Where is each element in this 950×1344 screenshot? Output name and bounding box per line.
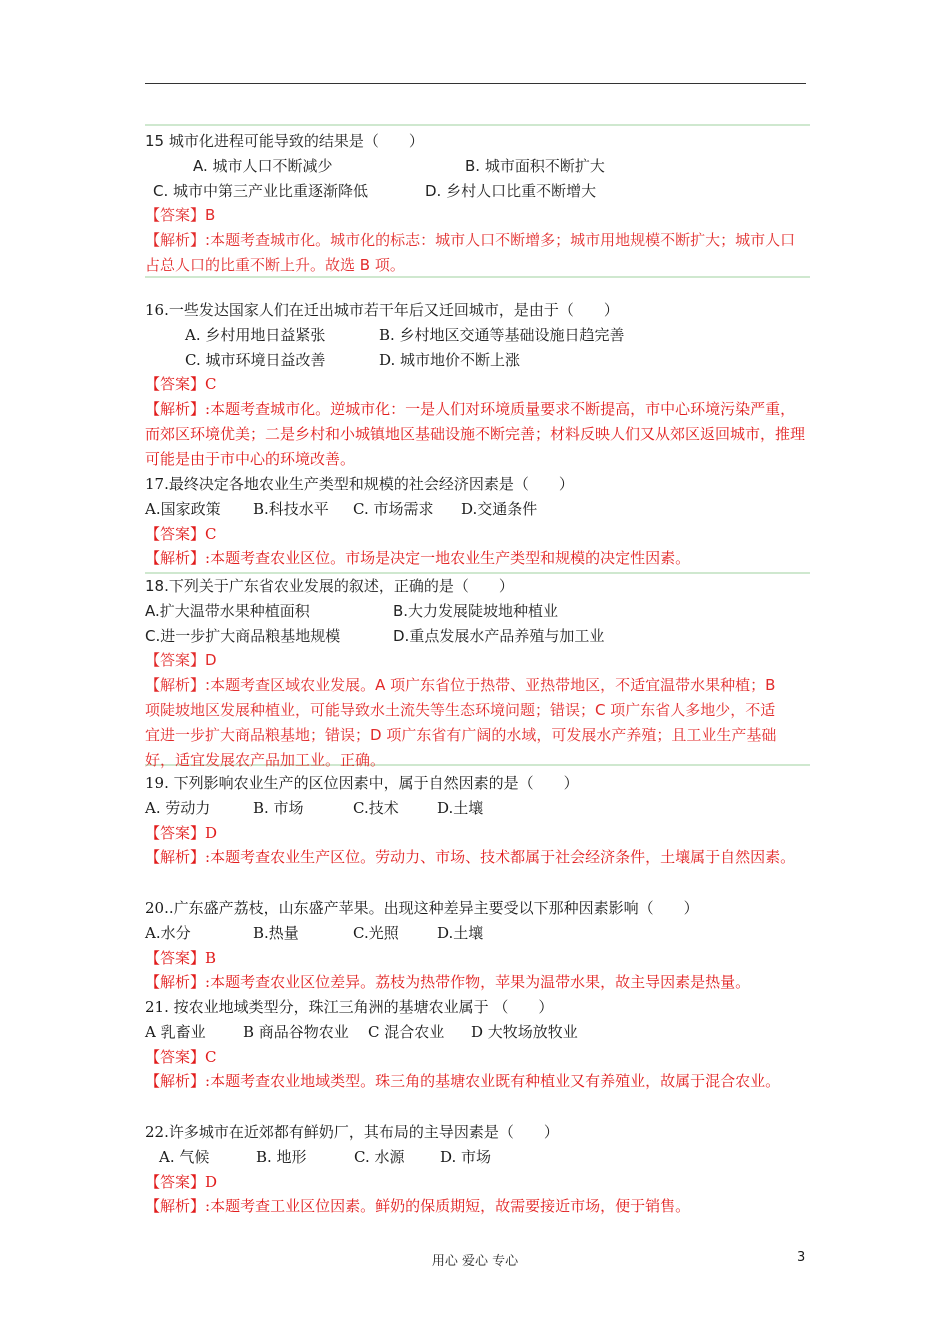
option-d: D. 城市地价不断上涨 xyxy=(379,350,521,369)
question-22 xyxy=(145,1120,810,1219)
analysis-tag: 【解析】 xyxy=(145,973,206,992)
page-footer: 用心 爱心 专心 xyxy=(431,1254,519,1269)
answer-line xyxy=(145,946,810,971)
analysis xyxy=(145,546,810,571)
option-a: A. 气候 xyxy=(159,1147,210,1166)
answer-tag: 【答案】 xyxy=(145,206,206,225)
question-stem: 19. 下列影响农业生产的区位因素中，属于自然因素的是（ ） xyxy=(145,774,579,792)
answer-line xyxy=(145,203,810,228)
option-d: D. 市场 xyxy=(440,1147,492,1166)
question-stem: 15 城市化进程可能导致的结果是（ ） xyxy=(145,132,424,150)
option-c: C 混合农业 xyxy=(368,1022,445,1041)
option-c: C. 市场需求 xyxy=(353,499,434,518)
option-c: C. 城市中第三产业比重逐渐降低 xyxy=(153,181,369,200)
option-c: C. 城市环境日益改善 xyxy=(185,350,326,369)
answer-value: D xyxy=(205,823,218,842)
analysis xyxy=(145,1194,810,1219)
analysis xyxy=(145,397,807,471)
question-20 xyxy=(145,896,810,995)
option-d: D.重点发展水产品养殖与加工业 xyxy=(393,626,605,645)
option-a: A.水分 xyxy=(145,923,191,942)
answer-line xyxy=(145,1045,810,1070)
analysis-text: :本题考查城市化。城市化的标志：城市人口不断增多；城市用地规模不断扩大；城市人口占总人口的比重不断上升。故选 B 项。 xyxy=(145,231,796,274)
answer-value: B xyxy=(205,948,217,967)
options-row xyxy=(145,624,810,649)
options-row xyxy=(145,921,810,946)
options-row xyxy=(145,179,810,204)
options-row xyxy=(145,1020,810,1045)
analysis-text: :本题考查农业地域类型。珠三角的基塘农业既有种植业又有养殖业，故属于混合农业。 xyxy=(205,1072,781,1091)
analysis xyxy=(145,673,785,772)
question-17 xyxy=(145,472,810,571)
answer-tag: 【答案】 xyxy=(145,948,206,967)
answer-value: D xyxy=(205,1172,218,1191)
option-a: A. 乡村用地日益紧张 xyxy=(185,325,326,344)
analysis-text: :本题考查工业区位因素。鲜奶的保质期短，故需要接近市场，便于销售。 xyxy=(205,1197,691,1216)
answer-tag: 【答案】 xyxy=(145,823,206,842)
question-stem: 16.一些发达国家人们在迁出城市若干年后又迁回城市，是由于（ ） xyxy=(145,301,619,319)
answer-line xyxy=(145,522,810,547)
option-b: B.科技水平 xyxy=(253,499,329,518)
option-a: A. 劳动力 xyxy=(145,798,211,817)
option-c: C. 水源 xyxy=(354,1147,405,1166)
question-19 xyxy=(145,771,810,870)
option-a: A 乳畜业 xyxy=(145,1022,206,1041)
option-d: D.交通条件 xyxy=(461,499,538,518)
option-b: B. 城市面积不断扩大 xyxy=(465,156,605,175)
answer-line xyxy=(145,648,810,673)
option-d: D. 乡村人口比重不断增大 xyxy=(425,181,597,200)
options-row xyxy=(145,323,810,348)
option-a: A. 城市人口不断减少 xyxy=(193,156,333,175)
analysis-text: :本题考查农业生产区位。劳动力、市场、技术都属于社会经济条件，土壤属于自然因素。 xyxy=(205,848,796,867)
answer-line xyxy=(145,372,810,397)
answer-line xyxy=(145,1170,810,1195)
options-row xyxy=(145,348,810,373)
answer-value: B xyxy=(205,206,216,225)
question-15 xyxy=(145,124,810,278)
option-d: D 大牧场放牧业 xyxy=(471,1022,578,1041)
analysis-tag: 【解析】 xyxy=(145,676,206,695)
analysis xyxy=(145,1069,807,1094)
analysis-tag: 【解析】 xyxy=(145,549,206,568)
analysis-text: :本题考查农业区位。市场是决定一地农业生产类型和规模的决定性因素。 xyxy=(205,549,691,568)
question-stem: 17.最终决定各地农业生产类型和规模的社会经济因素是（ ） xyxy=(145,475,574,493)
answer-value: C xyxy=(205,524,217,543)
answer-tag: 【答案】 xyxy=(145,651,206,670)
analysis-text: :本题考查农业区位差异。荔枝为热带作物，苹果为温带水果，故主导因素是热量。 xyxy=(205,973,751,992)
answer-value: C xyxy=(205,375,217,394)
analysis xyxy=(145,228,805,278)
answer-tag: 【答案】 xyxy=(145,1047,206,1066)
page-number: 3 xyxy=(797,1250,806,1265)
question-stem: 18.下列关于广东省农业发展的叙述，正确的是（ ） xyxy=(145,577,514,595)
option-b: B. 地形 xyxy=(256,1147,307,1166)
analysis-tag: 【解析】 xyxy=(145,231,206,250)
analysis-text: :本题考查区域农业发展。A 项广东省位于热带、亚热带地区，不适宜温带水果种植；B 项陡坡地区发展种植业，可能导致水土流失等生态环境问题；错误；C 项广东省人多地少，不适宜进一步扩大商品粮基地；错误；D 项广东省有广阔的水域，可发展水产养殖；且工业生产基础好，适宜发展农产品加工业。正确。 xyxy=(145,676,777,769)
question-16 xyxy=(145,298,810,472)
analysis-text: :本题考查城市化。逆城市化：一是人们对环境质量要求不断提高，市中心环境污染严重，而郊区环境优美；二是乡村和小城镇地区基础设施不断完善；材料反映人们又从郊区返回城市，推理可能是由于市中心的环境改善。 xyxy=(145,400,806,468)
answer-tag: 【答案】 xyxy=(145,1172,206,1191)
question-stem: 20..广东盛产荔枝，山东盛产苹果。出现这种差异主要受以下那种因素影响（ ） xyxy=(145,899,699,917)
answer-value: D xyxy=(205,651,217,670)
analysis-tag: 【解析】 xyxy=(145,848,206,867)
header-rule xyxy=(145,83,806,84)
answer-line xyxy=(145,821,810,846)
answer-value: C xyxy=(205,1047,217,1066)
analysis xyxy=(145,845,807,870)
question-21 xyxy=(145,995,810,1094)
options-row xyxy=(145,497,810,522)
option-a: A.扩大温带水果种植面积 xyxy=(145,601,310,620)
option-d: D.土壤 xyxy=(437,798,484,817)
analysis-tag: 【解析】 xyxy=(145,400,206,419)
option-b: B. 乡村地区交通等基础设施日趋完善 xyxy=(379,325,625,344)
option-c: C.光照 xyxy=(353,923,399,942)
question-stem: 22.许多城市在近郊都有鲜奶厂，其布局的主导因素是（ ） xyxy=(145,1123,559,1141)
option-b: B.大力发展陡坡地种植业 xyxy=(393,601,559,620)
question-stem: 21. 按农业地域类型分，珠江三角洲的基塘农业属于 （ ） xyxy=(145,998,554,1016)
answer-tag: 【答案】 xyxy=(145,524,206,543)
option-c: C.技术 xyxy=(353,798,399,817)
analysis-tag: 【解析】 xyxy=(145,1197,206,1216)
question-18 xyxy=(145,572,810,769)
option-d: D.土壤 xyxy=(437,923,484,942)
options-row xyxy=(145,1145,810,1170)
option-a: A.国家政策 xyxy=(145,499,221,518)
options-row xyxy=(145,154,810,179)
option-b: B. 市场 xyxy=(253,798,304,817)
analysis xyxy=(145,970,810,995)
answer-tag: 【答案】 xyxy=(145,375,206,394)
options-row xyxy=(145,599,810,624)
analysis-tag: 【解析】 xyxy=(145,1072,206,1091)
option-b: B.热量 xyxy=(253,923,299,942)
options-row xyxy=(145,796,810,821)
option-c: C.进一步扩大商品粮基地规模 xyxy=(145,626,341,645)
option-b: B 商品谷物农业 xyxy=(243,1022,349,1041)
